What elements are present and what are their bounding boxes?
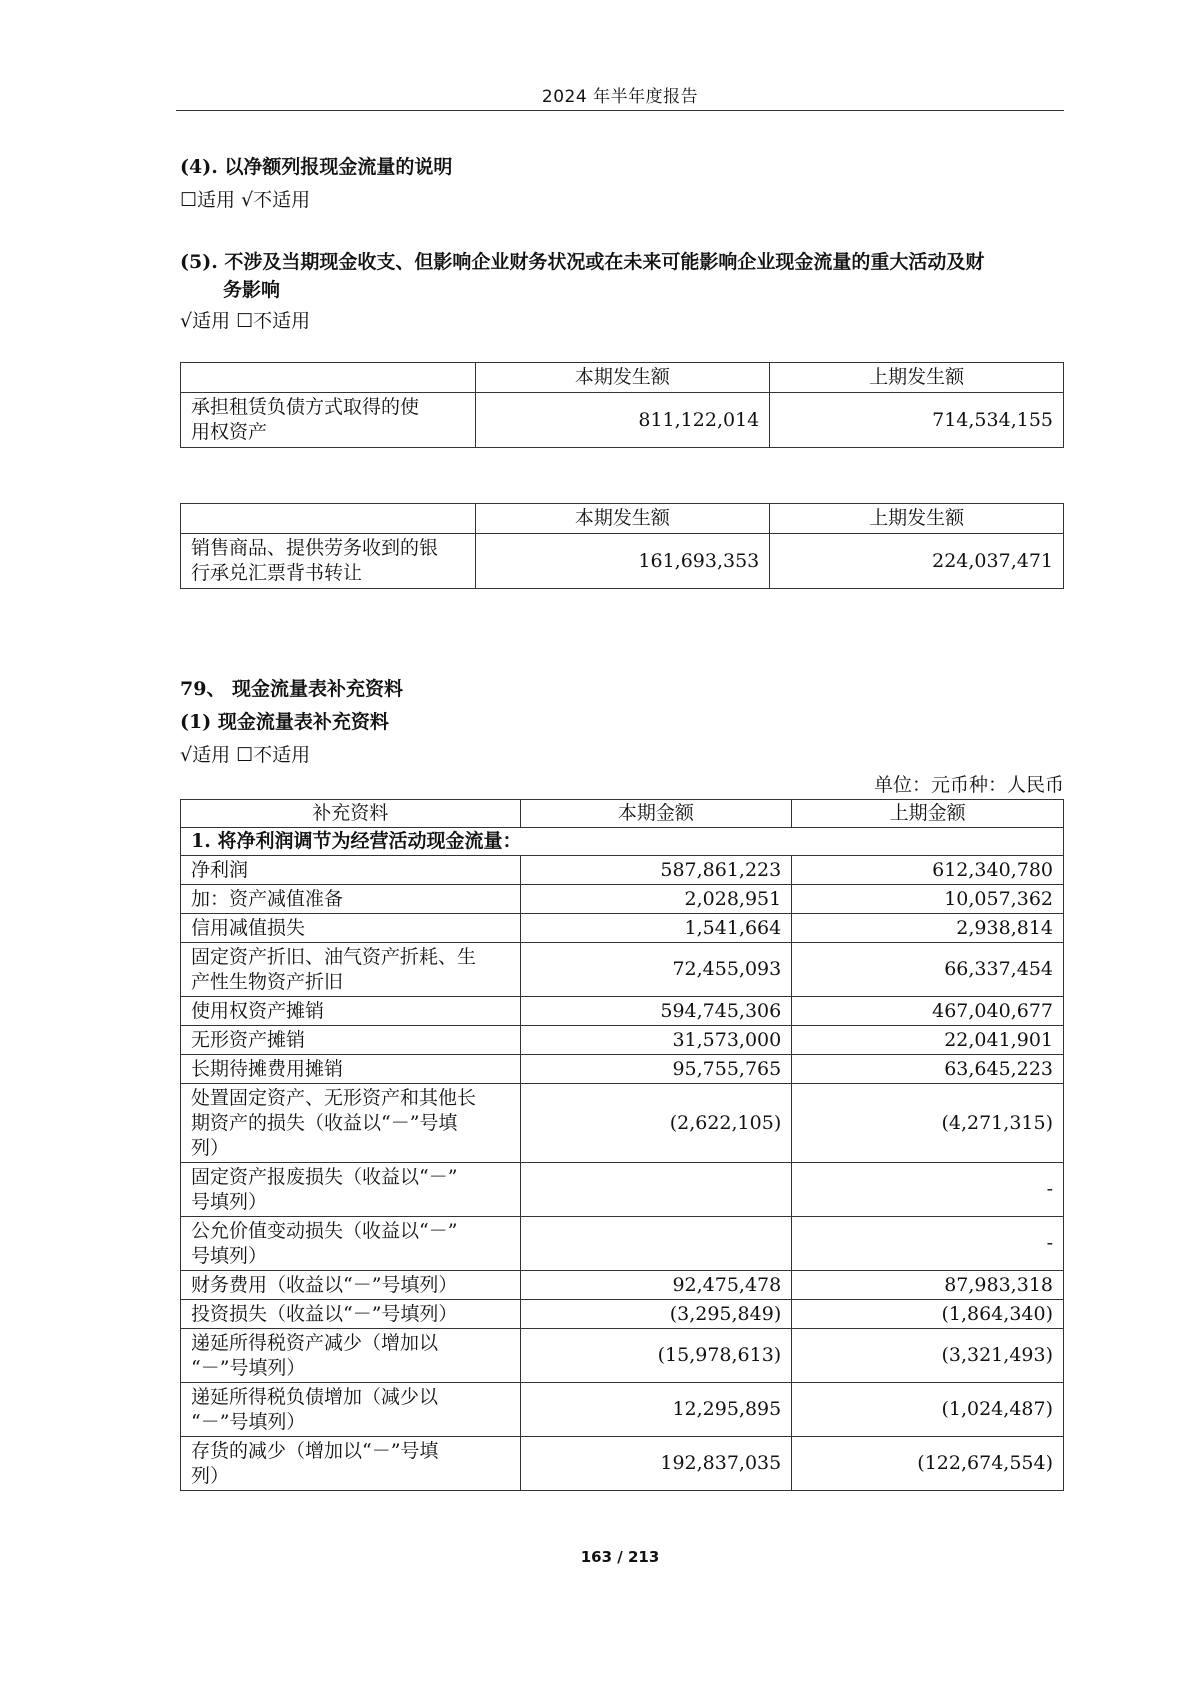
cf-row-current: 31,573,000 <box>520 1026 792 1055</box>
lease-table-header-previous: 上期发生额 <box>770 363 1064 393</box>
cf-row-previous: (122,674,554) <box>792 1437 1064 1491</box>
cf-row-previous: - <box>792 1217 1064 1271</box>
table-row <box>181 885 1064 914</box>
page-number: 163 / 213 <box>580 1548 660 1566</box>
cf-row-label: 信用减值损失 <box>181 914 521 943</box>
cf-row-label: 净利润 <box>181 856 521 885</box>
section-4-applicability: ☐适用 √不适用 <box>180 189 311 211</box>
table-row <box>181 914 1064 943</box>
cf-row-previous: (4,271,315) <box>792 1084 1064 1163</box>
bill-table-header-previous: 上期发生额 <box>770 504 1064 534</box>
table-row <box>181 1300 1064 1329</box>
cf-row-previous: 10,057,362 <box>792 885 1064 914</box>
table-row <box>181 856 1064 885</box>
table-row <box>181 1026 1064 1055</box>
acceptance-bill-table <box>180 503 1064 589</box>
cf-row-previous: - <box>792 1163 1064 1217</box>
cf-row-current: 192,837,035 <box>520 1437 792 1491</box>
bill-table-current-value: 161,693,353 <box>475 534 770 589</box>
table-row <box>181 1271 1064 1300</box>
cf-header-current: 本期金额 <box>520 800 792 828</box>
section-4-title: (4). 以净额列报现金流量的说明 <box>180 156 453 178</box>
table-row <box>181 1217 1064 1271</box>
cf-row-current: 12,295,895 <box>520 1383 792 1437</box>
lease-asset-table <box>180 362 1064 448</box>
lease-table-current-value: 811,122,014 <box>475 393 770 448</box>
cf-header-previous: 上期金额 <box>792 800 1064 828</box>
lease-table-header-current: 本期发生额 <box>475 363 770 393</box>
section-5-title-line1: (5). 不涉及当期现金收支、但影响企业财务状况或在未来可能影响企业现金流量的重大活动及财 <box>180 251 985 273</box>
cf-row-previous: 87,983,318 <box>792 1271 1064 1300</box>
cf-row-label: 加：资产减值准备 <box>181 885 521 914</box>
cf-row-current: (3,295,849) <box>520 1300 792 1329</box>
cf-row-current: 95,755,765 <box>520 1055 792 1084</box>
cf-row-current: 92,475,478 <box>520 1271 792 1300</box>
cf-row-previous: 2,938,814 <box>792 914 1064 943</box>
bill-table-row-label: 销售商品、提供劳务收到的银 行承兑汇票背书转让 <box>181 534 476 589</box>
section-79-title: 79、 现金流量表补充资料 <box>180 678 404 700</box>
cf-row-label: 固定资产报废损失（收益以“－” 号填列） <box>181 1163 521 1217</box>
unit-label: 单位：元币种：人民币 <box>873 774 1064 796</box>
lease-table-row-label: 承担租赁负债方式取得的使 用权资产 <box>181 393 476 448</box>
section-5-title-line2: 务影响 <box>223 279 281 301</box>
cash-flow-supplement-table <box>180 799 1064 1491</box>
table-row <box>181 1383 1064 1437</box>
cf-row-label: 公允价值变动损失（收益以“－” 号填列） <box>181 1217 521 1271</box>
table-row <box>181 1437 1064 1491</box>
cf-row-label: 财务费用（收益以“－”号填列） <box>181 1271 521 1300</box>
cf-row-current: (2,622,105) <box>520 1084 792 1163</box>
cf-row-label: 递延所得税负债增加（减少以 “－”号填列） <box>181 1383 521 1437</box>
cf-section-heading: 1. 将净利润调节为经营活动现金流量： <box>181 828 1064 856</box>
cf-row-current <box>520 1163 792 1217</box>
cf-row-label: 处置固定资产、无形资产和其他长 期资产的损失（收益以“－”号填 列） <box>181 1084 521 1163</box>
cf-row-previous: 467,040,677 <box>792 997 1064 1026</box>
cf-row-label: 投资损失（收益以“－”号填列） <box>181 1300 521 1329</box>
table-row <box>181 1163 1064 1217</box>
cf-header-item: 补充资料 <box>181 800 521 828</box>
cf-row-current: 594,745,306 <box>520 997 792 1026</box>
cf-row-previous: 612,340,780 <box>792 856 1064 885</box>
table-row <box>181 1055 1064 1084</box>
cf-row-previous: (1,024,487) <box>792 1383 1064 1437</box>
section-79-applicability: √适用 ☐不适用 <box>180 744 311 766</box>
cf-row-previous: (3,321,493) <box>792 1329 1064 1383</box>
cf-row-previous: 63,645,223 <box>792 1055 1064 1084</box>
cf-row-label: 存货的减少（增加以“－”号填 列） <box>181 1437 521 1491</box>
cf-row-current: 587,861,223 <box>520 856 792 885</box>
section-5-applicability: √适用 ☐不适用 <box>180 310 311 332</box>
page-header: 2024 年半年度报告 <box>541 87 699 107</box>
lease-table-header-empty <box>181 363 476 393</box>
cf-row-current: 2,028,951 <box>520 885 792 914</box>
cf-row-previous: 66,337,454 <box>792 943 1064 997</box>
table-row <box>181 943 1064 997</box>
cf-row-previous: (1,864,340) <box>792 1300 1064 1329</box>
bill-table-previous-value: 224,037,471 <box>770 534 1064 589</box>
cf-row-current: (15,978,613) <box>520 1329 792 1383</box>
header-rule <box>176 110 1064 111</box>
cf-row-label: 使用权资产摊销 <box>181 997 521 1026</box>
table-row <box>181 1329 1064 1383</box>
bill-table-header-current: 本期发生额 <box>475 504 770 534</box>
cf-row-previous: 22,041,901 <box>792 1026 1064 1055</box>
bill-table-header-empty <box>181 504 476 534</box>
cf-row-label: 固定资产折旧、油气资产折耗、生 产性生物资产折旧 <box>181 943 521 997</box>
cf-row-label: 无形资产摊销 <box>181 1026 521 1055</box>
cf-row-current: 72,455,093 <box>520 943 792 997</box>
cf-row-current <box>520 1217 792 1271</box>
table-row <box>181 1084 1064 1163</box>
lease-table-previous-value: 714,534,155 <box>770 393 1064 448</box>
cf-row-current: 1,541,664 <box>520 914 792 943</box>
section-79-subtitle: (1) 现金流量表补充资料 <box>180 711 389 733</box>
table-row <box>181 997 1064 1026</box>
cf-row-label: 递延所得税资产减少（增加以 “－”号填列） <box>181 1329 521 1383</box>
cf-row-label: 长期待摊费用摊销 <box>181 1055 521 1084</box>
